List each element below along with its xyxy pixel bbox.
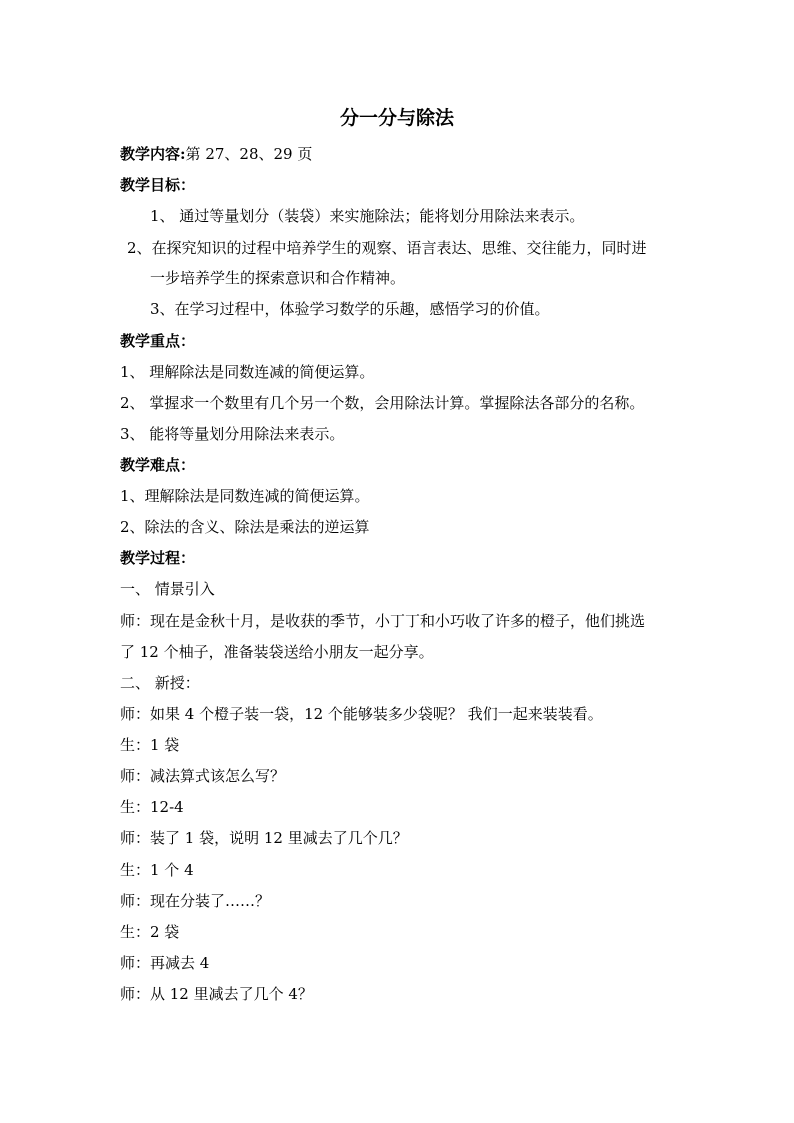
goal-item: 2、在探究知识的过程中培养学生的观察、语言表达、思维、交往能力，同时进 [127,239,647,257]
process-line: 师：装了 1 袋，说明 12 里减去了几个几？ [120,829,408,847]
process-line: 生：2 袋 [120,923,180,941]
key-points-heading: 教学重点： [120,332,196,350]
process-line: 师：现在分装了……？ [120,892,271,910]
goal-item-continuation: 一步培养学生的探索意识和合作精神。 [150,269,406,287]
process-line: 师：从 12 里减去了几个 4？ [120,985,313,1003]
process-heading: 教学过程： [120,549,196,567]
key-point-item: 1、 理解除法是同数连减的简便运算。 [120,363,375,381]
process-line: 二、 新授： [120,674,200,692]
process-line: 师：现在是金秋十月，是收获的季节，小丁丁和小巧收了许多的橙子，他们挑选 [120,612,646,630]
process-line: 师：减法算式该怎么写？ [120,767,286,785]
process-line: 生：12-4 [120,798,184,816]
goal-item: 3、在学习过程中，体验学习数学的乐趣，感悟学习的价值。 [150,300,550,318]
process-line: 师：如果 4 个橙子装一袋，12 个能够装多少袋呢？ 我们一起来装装看。 [120,705,603,723]
difficulty-item: 2、除法的含义、除法是乘法的逆运算 [120,518,370,536]
teaching-content-line [120,143,690,165]
process-line: 了 12 个柚子，准备装袋送给小朋友一起分享。 [120,643,434,661]
key-point-item: 3、 能将等量划分用除法来表示。 [120,425,345,443]
process-line: 生：1 袋 [120,736,180,754]
goal-item: 1、 通过等量划分（装袋）来实施除法；能将划分用除法来表示。 [150,207,585,225]
teaching-content-label: 教学内容: [120,145,186,163]
process-line: 生：1 个 4 [120,861,194,879]
difficulty-item: 1、理解除法是同数连减的简便运算。 [120,487,370,505]
teaching-content-value: 第 27、28、29 页 [185,145,313,163]
document-title: 分一分与除法 [339,107,454,129]
process-line: 师：再减去 4 [120,954,210,972]
key-point-item: 2、 掌握求一个数里有几个另一个数，会用除法计算。掌握除法各部分的名称。 [120,394,645,412]
goals-heading: 教学目标： [120,176,196,194]
difficulties-heading: 教学难点： [120,456,196,474]
process-line: 一、 情景引入 [120,580,215,598]
